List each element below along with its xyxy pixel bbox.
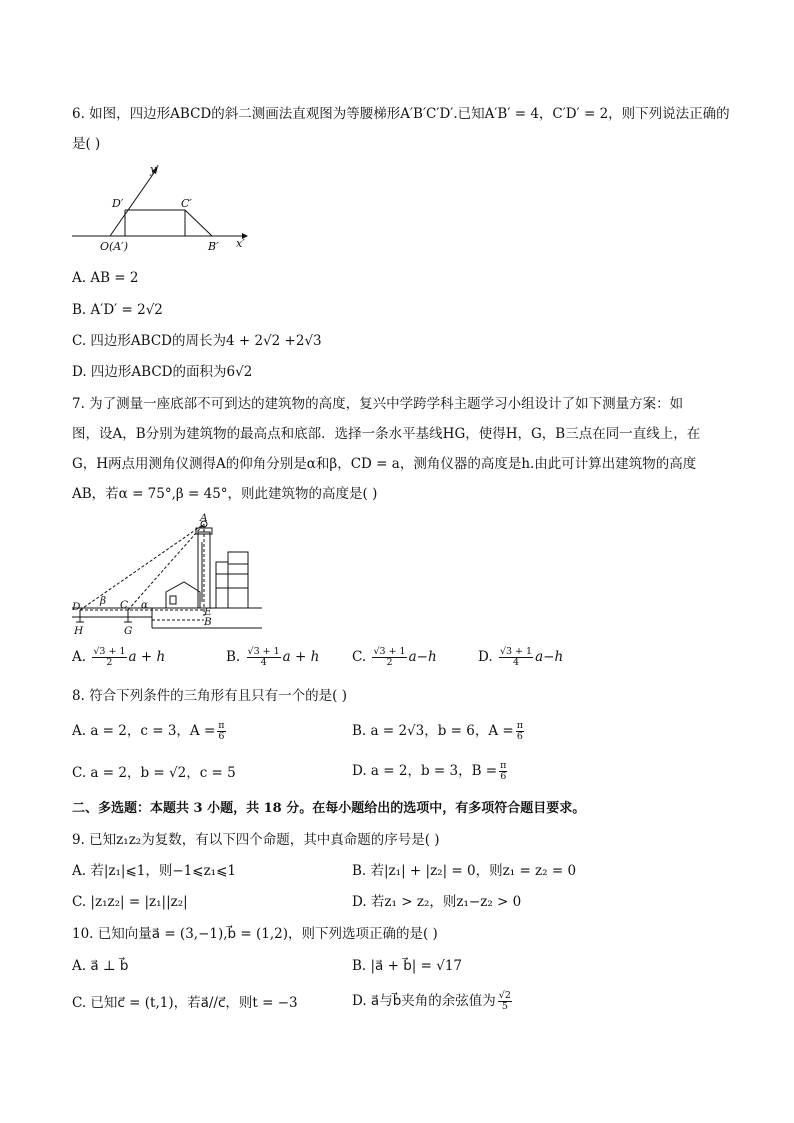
q7-figure <box>70 512 270 640</box>
q7-label-beta: β <box>100 595 107 607</box>
q9-stem: 9. 已知z₁z₂为复数，有以下四个命题，其中真命题的序号是( ) <box>72 832 440 848</box>
q7-label-c: C <box>120 599 129 611</box>
q7-sight-d <box>80 524 204 610</box>
q7-label-b: B <box>204 616 212 628</box>
q9-option-a: A. 若|z₁|⩽1，则−1⩽z₁⩽1 <box>72 863 236 879</box>
q6-label-y: y′ <box>150 163 159 176</box>
q6-stem-line2: 是( ) <box>72 136 101 152</box>
q7-stem-line4: AB，若α = 75°,β = 45°，则此建筑物的高度是( ) <box>72 486 378 502</box>
q7-option-d: D. $\frac{√3 + 1}{4}$ a−h <box>478 646 564 668</box>
section-2-heading: 二、多选题：本题共 3 小题，共 18 分。在每小题给出的选项中，有多项符合题目要求。 <box>72 801 586 816</box>
q7-house-window <box>170 596 176 604</box>
q7-stem-line3: G，H两点用测角仪测得A的仰角分别是α和β，CD = a，测角仪器的高度是h.由此可计算出建筑物的高度 <box>72 456 697 472</box>
q10-stem: 10. 已知向量a⃗ = (3,−1),b⃗ = (1,2)，则下列选项正确的是( ) <box>72 926 438 942</box>
q7-option-c: C. $\frac{√3 + 1}{2}$ a−h <box>352 646 437 668</box>
q9-option-d: D. 若z₁ > z₂，则z₁−z₂ > 0 <box>352 894 522 910</box>
q9-option-b: B. 若|z₁| + |z₂| = 0，则z₁ = z₂ = 0 <box>352 863 577 879</box>
q8-stem: 8. 符合下列条件的三角形有且只有一个的是( ) <box>72 688 347 704</box>
q8-option-b: B. a = 2√3，b = 6，A = $\frac{\pi}{6}$ <box>352 720 523 742</box>
q6-stem-line1: 6. 如图，四边形ABCD的斜二测画法直观图为等腰梯形A′B′C′D′.已知A′B′ = 4，C′D′ = 2，则下列说法正确的 <box>72 106 730 122</box>
q7-label-a: A <box>200 512 208 524</box>
q6-option-c: C. 四边形ABCD的周长为4 + 2√2 +2√3 <box>72 333 322 349</box>
q10-option-a: A. a⃗ ⊥ b⃗ <box>72 958 129 974</box>
q7-stem-line2: 图，设A，B分别为建筑物的最高点和底部．选择一条水平基线HG，使得H，G，B三点在同一直线上，在 <box>72 426 701 442</box>
q7-building-2 <box>228 552 248 608</box>
q6-figure <box>70 162 260 254</box>
q7-building-1 <box>216 562 228 608</box>
q7-label-e: E <box>204 606 212 618</box>
q7-option-b: B. $\frac{√3 + 1}{4}$ a + h <box>226 646 320 668</box>
q7-label-h: H <box>74 625 84 637</box>
q10-option-b: B. |a⃗ + b⃗| = √17 <box>352 958 463 974</box>
q10-option-c: C. 已知c⃗ = (t,1)，若a⃗//c⃗，则t = −3 <box>72 995 298 1011</box>
q8-option-a: A. a = 2，c = 3，A = $\frac{\pi}{6}$ <box>72 720 225 742</box>
q7-stem-line1: 7. 为了测量一座底部不可到达的建筑物的高度，复兴中学跨学科主题学习小组设计了如下测量方案：如 <box>72 396 684 412</box>
q6-label-o: O(A′) <box>100 240 129 253</box>
q7-label-alpha: α <box>141 599 149 611</box>
q7-option-a: A. $\frac{√3 + 1}{2}$ a + h <box>72 646 166 668</box>
q7-label-g: G <box>124 625 133 637</box>
q6-option-a: A. AB = 2 <box>72 270 139 286</box>
q6-label-b: B′ <box>208 240 219 253</box>
q9-option-c: C. |z₁z₂| = |z₁||z₂| <box>72 894 188 910</box>
q6-label-c: C′ <box>181 197 192 210</box>
q6-label-d: D′ <box>112 197 124 210</box>
q6-label-x: x′ <box>236 237 245 250</box>
q8-option-c: C. a = 2，b = √2，c = 5 <box>72 765 236 781</box>
q8-option-d: D. a = 2，b = 3，B = $\frac{\pi}{6}$ <box>352 760 507 782</box>
q7-label-d: D <box>72 601 81 613</box>
q6-trapezoid-right <box>185 210 212 236</box>
q6-option-d: D. 四边形ABCD的面积为6√2 <box>72 364 253 380</box>
q10-option-d: D. a⃗与b⃗夹角的余弦值为 $\frac{√2}{5}$ <box>352 990 511 1012</box>
q6-option-b: B. A′D′ = 2√2 <box>72 302 163 318</box>
